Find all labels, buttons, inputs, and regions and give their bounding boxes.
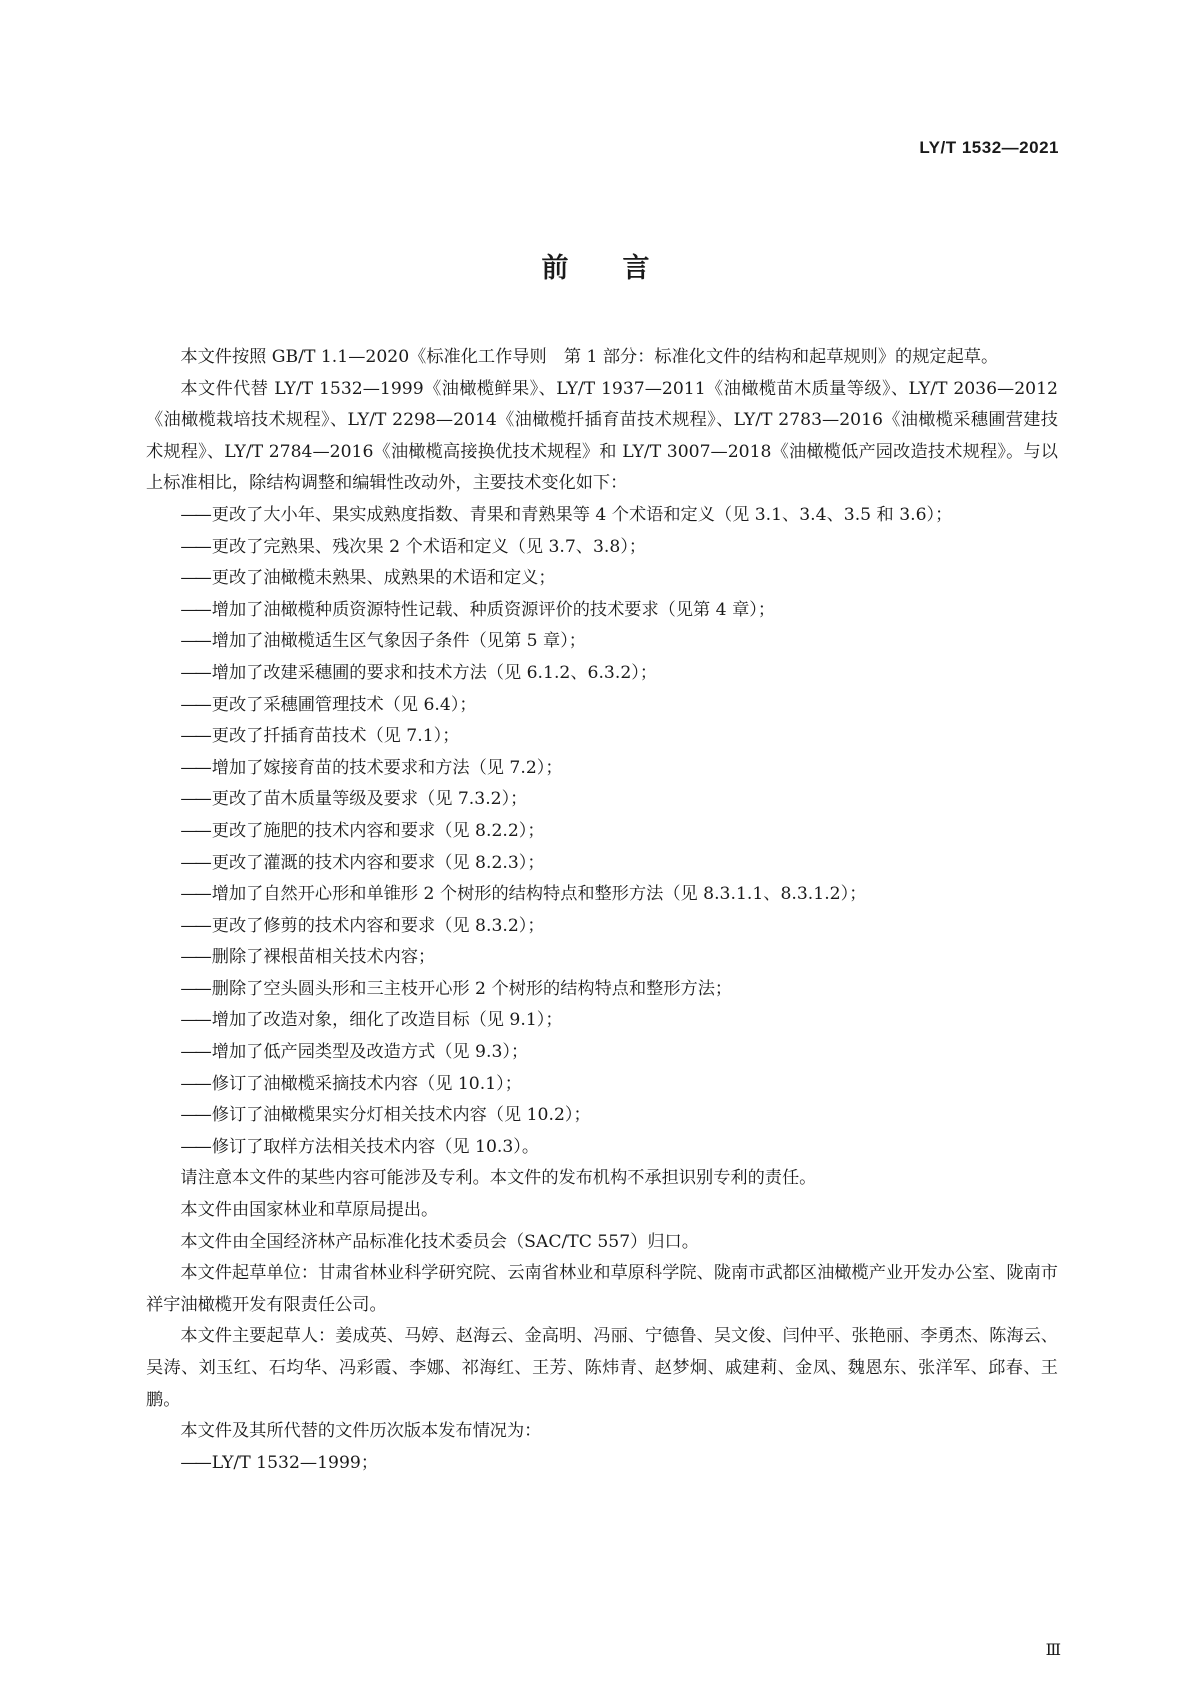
list-item-text: 删除了裸根苗相关技术内容； xyxy=(211,947,436,968)
list-item-text: 更改了施肥的技术内容和要求（见 8.2.2）； xyxy=(211,820,545,841)
page-number: Ⅲ xyxy=(1045,1640,1061,1659)
dash-marker: —— xyxy=(180,915,209,936)
history-item-text: LY/T 1532—1999； xyxy=(211,1452,379,1473)
list-item xyxy=(146,1005,1058,1037)
list-item xyxy=(146,911,1058,943)
list-item-text: 更改了大小年、果实成熟度指数、青果和青熟果等 4 个术语和定义（见 3.1、3.4、3.5 和 3.6）； xyxy=(211,504,953,525)
paragraph: 本文件代替 LY/T 1532—1999《油橄榄鲜果》、LY/T 1937—2011《油橄榄苗木质量等级》、LY/T 2036—2012《油橄榄栽培技术规程》、LY/T 2298—2014《油橄榄扦插育苗技术规程》、LY/T 2783—2016《油橄榄采穗圃营建技术规程》、LY/T 2784—2016《油橄榄高接换优技术规程》和 LY/T 3007—2018《油橄榄低产园改造技术规程》。与以上标准相比，除结构调整和编辑性改动外，主要技术变化如下： xyxy=(146,378,1058,494)
list-item-text: 更改了采穗圃管理技术（见 6.4）； xyxy=(211,694,477,715)
dash-marker: —— xyxy=(180,504,209,525)
list-item xyxy=(146,532,1058,564)
list-item xyxy=(146,626,1058,658)
list-item-text: 更改了扦插育苗技术（见 7.1）； xyxy=(211,726,460,747)
list-item xyxy=(146,1069,1058,1101)
dash-marker: —— xyxy=(180,757,209,778)
list-item-text: 增加了嫁接育苗的技术要求和方法（见 7.2）； xyxy=(211,757,563,778)
list-item-text: 更改了完熟果、残次果 2 个术语和定义（见 3.7、3.8）； xyxy=(211,536,647,557)
dash-marker: —— xyxy=(180,631,209,652)
list-item-text: 增加了改建采穗圃的要求和技术方法（见 6.1.2、6.3.2）； xyxy=(211,662,658,683)
dash-marker: —— xyxy=(180,726,209,747)
dash-marker: —— xyxy=(180,1105,209,1126)
list-item xyxy=(146,879,1058,911)
list-item-text: 修订了油橄榄采摘技术内容（见 10.1）； xyxy=(211,1073,522,1094)
dash-marker: —— xyxy=(180,1452,209,1473)
dash-marker: —— xyxy=(180,568,209,589)
changes-list xyxy=(146,500,1058,1163)
list-item xyxy=(146,563,1058,595)
list-item-text: 更改了灌溉的技术内容和要求（见 8.2.3）； xyxy=(211,852,545,873)
list-item-text: 更改了苗木质量等级及要求（见 7.3.2）； xyxy=(211,789,528,810)
list-item-text: 增加了低产园类型及改造方式（见 9.3）； xyxy=(211,1042,529,1063)
paragraph: 本文件由全国经济林产品标准化技术委员会（SAC/TC 557）归口。 xyxy=(180,1231,699,1252)
dash-marker: —— xyxy=(180,1136,209,1157)
paragraph: 本文件主要起草人：姜成英、马婷、赵海云、金高明、冯丽、宁德鲁、吴文俊、闫仲平、张艳丽、李勇杰、陈海云、吴涛、刘玉红、石均华、冯彩霞、李娜、祁海红、王芳、陈炜青、赵梦炯、戚建莉、金凤、魏恩东、张洋军、邱春、王鹏。 xyxy=(146,1326,1058,1410)
list-item-text: 更改了修剪的技术内容和要求（见 8.3.2）； xyxy=(211,915,545,936)
list-item-text: 删除了空头圆头形和三主枝开心形 2 个树形的结构特点和整形方法； xyxy=(211,978,733,999)
title-char-1: 前 xyxy=(541,253,569,284)
list-item xyxy=(146,753,1058,785)
dash-marker: —— xyxy=(180,1042,209,1063)
dash-marker: —— xyxy=(180,1073,209,1094)
dash-marker: —— xyxy=(180,978,209,999)
history-item xyxy=(146,1448,1058,1480)
list-item xyxy=(146,848,1058,880)
list-item xyxy=(146,784,1058,816)
list-item xyxy=(146,1132,1058,1164)
list-item xyxy=(146,1037,1058,1069)
dash-marker: —— xyxy=(180,884,209,905)
list-item xyxy=(146,500,1058,532)
list-item xyxy=(146,974,1058,1006)
page-title xyxy=(0,246,1191,285)
list-item xyxy=(146,658,1058,690)
list-item xyxy=(146,942,1058,974)
paragraph: 本文件及其所代替的文件历次版本发布情况为： xyxy=(180,1421,542,1442)
list-item-text: 更改了油橄榄未熟果、成熟果的术语和定义； xyxy=(211,568,556,589)
dash-marker: —— xyxy=(180,820,209,841)
dash-marker: —— xyxy=(180,599,209,620)
dash-marker: —— xyxy=(180,662,209,683)
list-item-text: 增加了油橄榄适生区气象因子条件（见第 5 章）； xyxy=(211,631,586,652)
dash-marker: —— xyxy=(180,789,209,810)
title-char-2: 言 xyxy=(622,253,650,284)
dash-marker: —— xyxy=(180,852,209,873)
list-item xyxy=(146,690,1058,722)
foreword-body xyxy=(146,342,1058,1479)
dash-marker: —— xyxy=(180,694,209,715)
list-item-text: 修订了油橄榄果实分灯相关技术内容（见 10.2）； xyxy=(211,1105,591,1126)
dash-marker: —— xyxy=(180,536,209,557)
list-item-text: 修订了取样方法相关技术内容（见 10.3）。 xyxy=(211,1136,540,1157)
list-item xyxy=(146,1100,1058,1132)
standard-code: LY/T 1532—2021 xyxy=(919,138,1059,157)
paragraph: 请注意本文件的某些内容可能涉及专利。本文件的发布机构不承担识别专利的责任。 xyxy=(180,1168,817,1189)
list-item-text: 增加了改造对象，细化了改造目标（见 9.1）； xyxy=(211,1010,563,1031)
list-item xyxy=(146,595,1058,627)
list-item-text: 增加了油橄榄种质资源特性记载、种质资源评价的技术要求（见第 4 章）； xyxy=(211,599,776,620)
dash-marker: —— xyxy=(180,1010,209,1031)
list-item xyxy=(146,816,1058,848)
paragraph: 本文件由国家林业和草原局提出。 xyxy=(180,1200,439,1221)
dash-marker: —— xyxy=(180,947,209,968)
list-item xyxy=(146,721,1058,753)
list-item-text: 增加了自然开心形和单锥形 2 个树形的结构特点和整形方法（见 8.3.1.1、8.3.1.2）； xyxy=(211,884,867,905)
paragraph: 本文件起草单位：甘肃省林业科学研究院、云南省林业和草原科学院、陇南市武都区油橄榄产业开发办公室、陇南市祥宇油橄榄开发有限责任公司。 xyxy=(146,1263,1058,1315)
paragraph: 本文件按照 GB/T 1.1—2020《标准化工作导则 第 1 部分：标准化文件的结构和起草规则》的规定起草。 xyxy=(180,347,999,367)
